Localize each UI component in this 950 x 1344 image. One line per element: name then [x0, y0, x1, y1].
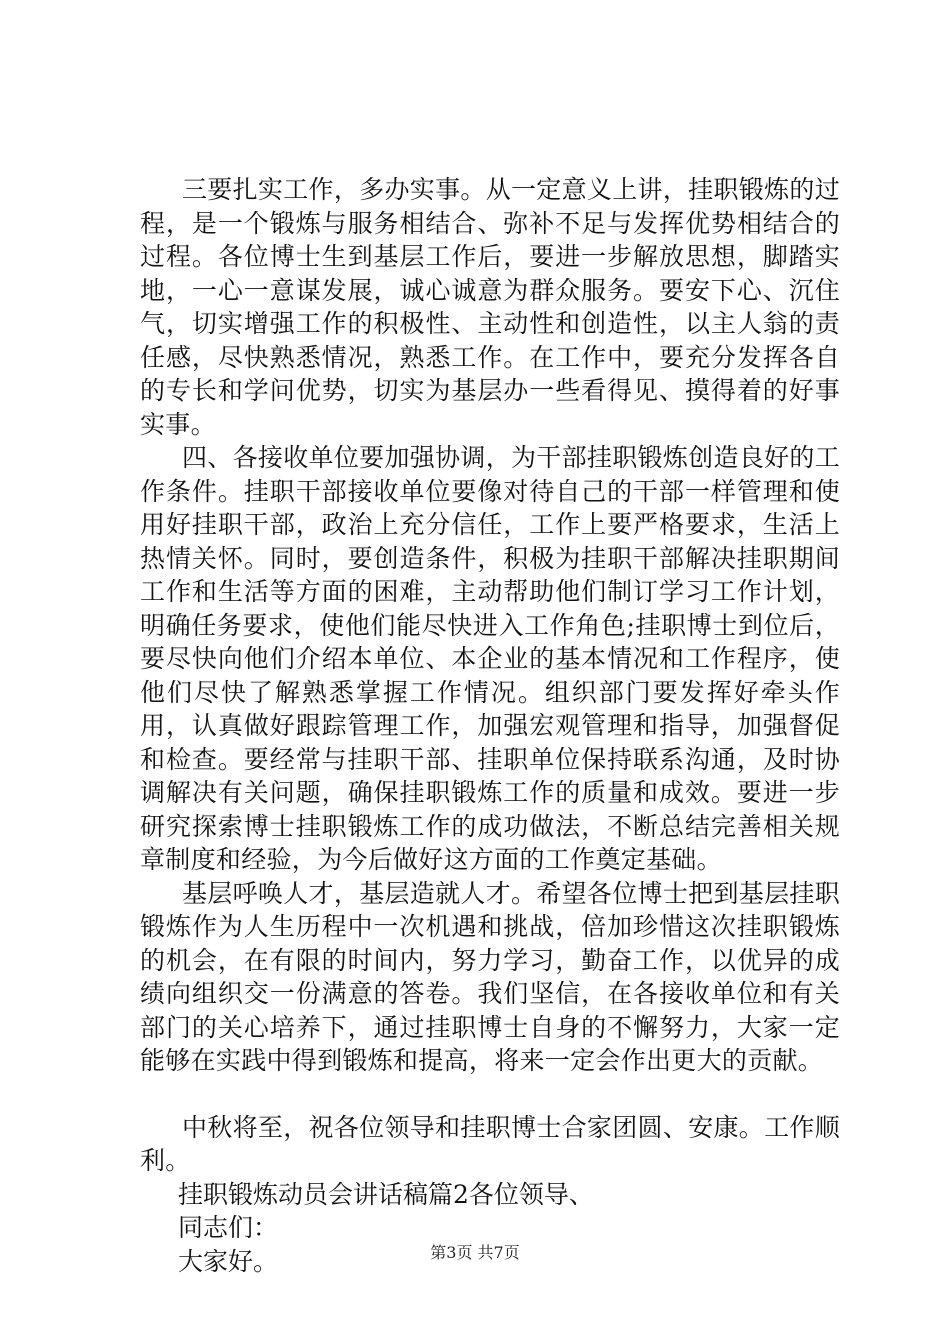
page-number-footer: 第3页 共7页	[430, 1243, 520, 1262]
paragraph-closing: 中秋将至，祝各位领导和挂职博士合家团圆、安康。工作顺利。	[140, 1112, 840, 1175]
paragraph-three: 三要扎实工作，多办实事。从一定意义上讲，挂职锻炼的过程，是一个锻炼与服务相结合、弥补不足与发挥优势相结合的过程。各位博士生到基层工作后，要进一步解放思想，脚踏实地，一心一意谋发展，诚心诚意为群众服务。要安下心、沉住气，切实增强工作的积极性、主动性和创造性，以主人翁的责任感，尽快熟悉情况，熟悉工作。在工作中，要充分发挥各自的专长和学问优势，切实为基层办一些看得见、摸得着的好事实事。	[140, 175, 840, 439]
document-body	[140, 173, 840, 1278]
paragraph-conclusion: 基层呼唤人才，基层造就人才。希望各位博士把到基层挂职锻炼作为人生历程中一次机遇和挑战，倍加珍惜这次挂职锻炼的机会，在有限的时间内，努力学习，勤奋工作，以优异的成绩向组织交一份满意的答卷。我们坚信，在各接收单位和有关部门的关心培养下，通过挂职博士自身的不懈努力，大家一定能够在实践中得到锻炼和提高，将来一定会作出更大的贡献。	[140, 878, 840, 1075]
salutation: 同志们：	[178, 1213, 279, 1242]
paragraph-four: 四、各接收单位要加强协调，为干部挂职锻炼创造良好的工作条件。挂职干部接收单位要像对待自己的干部一样管理和使用好挂职干部，政治上充分信任，工作上要严格要求，生活上热情关怀。同时，要创造条件，积极为挂职干部解决挂职期间工作和生活等方面的困难，主动帮助他们制订学习工作计划，明确任务要求，使他们能尽快进入工作角色;挂职博士到位后，要尽快向他们介绍本单位、本企业的基本情况和工作程序，使他们尽快了解熟悉掌握工作情况。组织部门要发挥好牵头作用，认真做好跟踪管理工作，加强宏观管理和指导，加强督促和检查。要经常与挂职干部、挂职单位保持联系沟通，及时协调解决有关问题，确保挂职锻炼工作的质量和成效。要进一步研究探索博士挂职锻炼工作的成功做法，不断总结完善相关规章制度和经验，为今后做好这方面的工作奠定基础。	[140, 443, 840, 874]
next-speech-title: 挂职锻炼动员会讲话稿篇2各位领导、	[178, 1179, 594, 1209]
paragraph-spacer	[140, 1078, 840, 1111]
greeting: 大家好。	[178, 1246, 279, 1276]
